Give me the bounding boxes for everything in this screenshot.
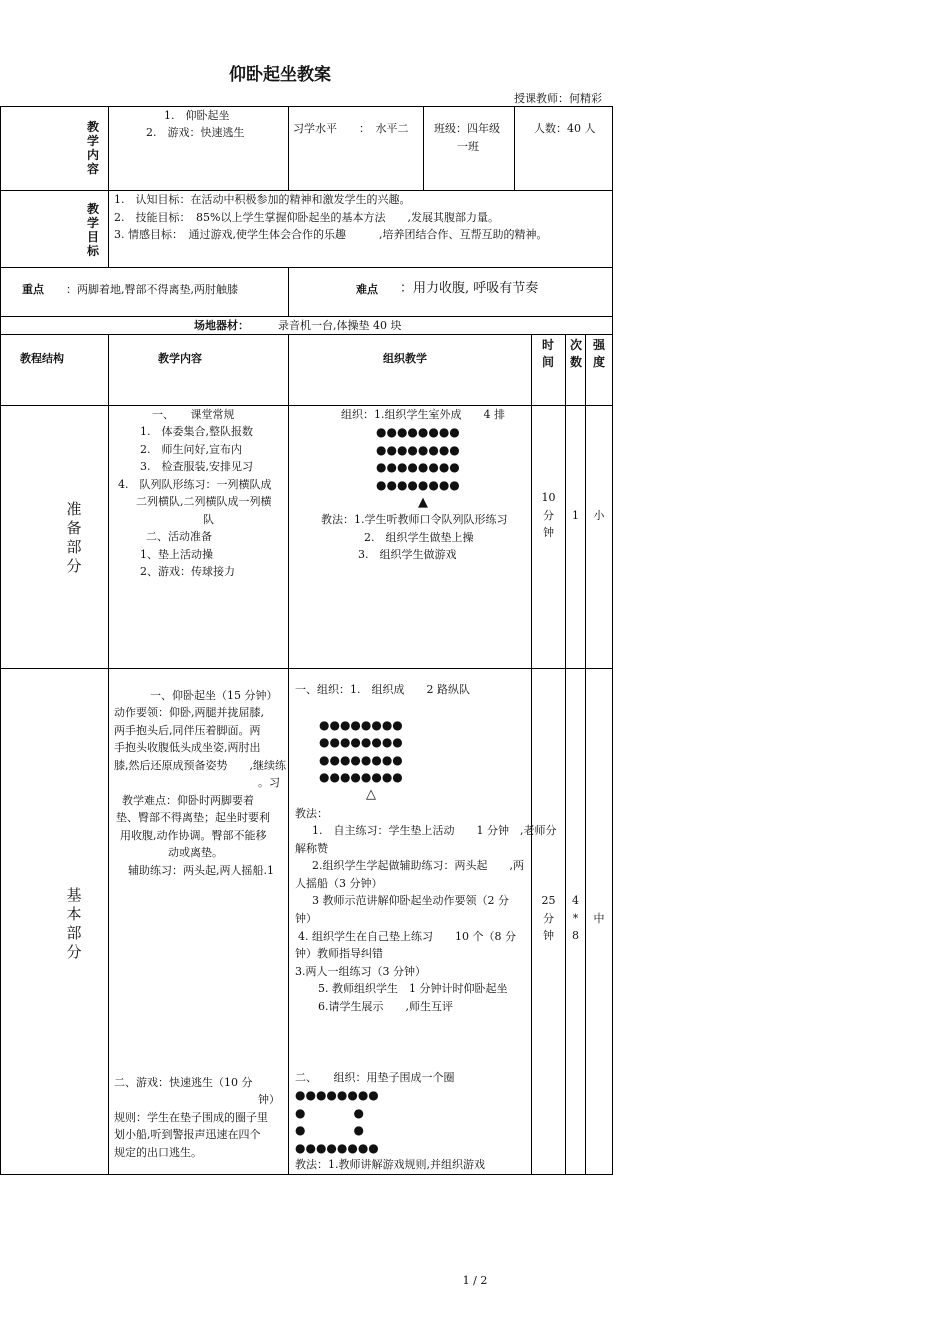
formation-row: ●●●●●●●● — [376, 478, 460, 492]
basic-line: 动或离垫。 — [168, 846, 223, 859]
basic-org-line: 教法： — [295, 807, 328, 820]
prep-line: 二列横队,二列横队成一列横 — [136, 495, 272, 508]
basic-line: 动作要领：仰卧,两腿并拢屈膝, — [114, 706, 264, 719]
header-content: 教学内容 — [158, 352, 202, 365]
prep-line: 队 — [203, 513, 214, 526]
game-method: 教法：1.教师讲解游戏规则,并组织游戏 — [295, 1158, 485, 1171]
formation-row: ●●●●●●●● — [319, 718, 403, 732]
key-point-label: 重点 — [22, 283, 44, 296]
game-org-title: 二、 组织：用垫子围成一个圈 — [295, 1071, 455, 1084]
prep-line: 4. 队列队形练习：一列横队成 — [118, 478, 272, 491]
game-line: 二、游戏：快速逃生（10 分 — [114, 1076, 253, 1089]
basic-line: 垫、臀部不得离垫；起坐时要利 — [116, 811, 270, 824]
class-info-2: 一班 — [457, 140, 479, 153]
basic-count: 4 * 8 — [572, 894, 579, 942]
basic-line: 辅助练习：两头起,两人摇船.1 — [128, 864, 274, 877]
header-structure: 教程结构 — [20, 352, 64, 365]
prep-org-line: 3. 组织学生做游戏 — [358, 548, 457, 561]
prep-org-line: 教法：1.学生听教师口令队列队形练习 — [321, 513, 508, 526]
basic-org-line: 钟）教师指导纠错 — [295, 947, 383, 960]
header-count: 次数 — [569, 338, 582, 369]
header-time: 时间 — [541, 338, 554, 369]
student-count: 人数：40 人 — [534, 122, 596, 135]
basic-org-line: 3.两人一组练习（3 分钟） — [295, 965, 426, 978]
basic-org-title: 一、组织：1. 组织成 2 路纵队 — [295, 683, 470, 696]
basic-org-line: 3 教师示范讲解仰卧起坐动作要领（2 分 — [312, 894, 509, 907]
difficulty-text: ：用力收腹, 呼吸有节奏 — [400, 281, 539, 296]
teacher-marker-icon: ▲ — [418, 495, 428, 510]
basic-org-line: 人摇船（3 分钟） — [295, 877, 383, 890]
level-info: 习学水平 ： 水平二 — [293, 122, 409, 135]
teacher-marker-icon: △ — [366, 787, 376, 802]
basic-org-line: 1. 自主练习：学生垫上活动 1 分钟 ,老师分 — [312, 824, 557, 837]
basic-org-line: 4. 组织学生在自己垫上练习 10 个（8 分 — [298, 930, 516, 943]
difficulty-label: 难点 — [356, 283, 378, 296]
formation-row: ●●●●●●●● — [376, 443, 460, 457]
page-title: 仰卧起坐教案 — [229, 65, 331, 85]
prep-line: 1. 体委集合,整队报数 — [140, 425, 253, 438]
page-number: 1 / 2 — [462, 1274, 488, 1287]
game-line: 规定的出口逃生。 — [114, 1146, 202, 1159]
venue-label: 场地器材： — [194, 319, 249, 332]
basic-line: 教学难点：仰卧时两脚要着 — [122, 794, 254, 807]
prep-org-line: 2. 组织学生做垫上操 — [364, 531, 474, 544]
prep-intensity: 小 — [593, 509, 605, 522]
basic-label: 基本部分 — [66, 886, 82, 961]
goals-label: 教学目标 — [86, 202, 99, 258]
content-label: 教学内容 — [86, 120, 99, 176]
formation-row: ●●●●●●●● — [319, 735, 403, 749]
prep-line: 二、活动准备 — [146, 530, 212, 543]
formation-row: ●●●●●●●● — [376, 425, 460, 439]
basic-line: 手抱头收腹低头成坐姿,两肘出 — [114, 741, 261, 754]
prep-line: 1、垫上活动操 — [140, 548, 213, 561]
prep-org-title: 组织：1.组织学生室外成 4 排 — [341, 408, 505, 421]
game-line: 划小船,听到警报声迅速在四个 — [114, 1128, 261, 1141]
basic-intensity: 中 — [593, 912, 605, 925]
venue-text: 录音机一台,体操垫 40 块 — [278, 319, 402, 332]
prep-line: 2. 师生问好,宣布内 — [140, 443, 242, 456]
header-org: 组织教学 — [383, 352, 427, 365]
goal-emotion: 3. 情感目标： 通过游戏,使学生体会合作的乐趣 ,培养团结合作、互帮互助的精神。 — [114, 228, 548, 241]
formation-row: ●●●●●●●● — [319, 753, 403, 767]
basic-org-line: 5. 教师组织学生 1 分钟计时仰卧起坐 — [318, 982, 508, 995]
basic-line: 一、仰卧起坐（15 分钟） — [150, 689, 278, 702]
basic-org-line: 解称赞 — [295, 842, 328, 855]
game-line: 钟） — [258, 1093, 280, 1106]
class-info: 班级：四年级 — [434, 122, 500, 135]
prep-count: 1 — [572, 509, 579, 522]
game-circle-row: ● ● — [295, 1106, 364, 1120]
basic-line: 两手抱头后,同伴压着脚面。两 — [114, 724, 261, 737]
basic-org-line: 钟） — [295, 912, 317, 925]
prep-line: 2、游戏：传球接力 — [140, 565, 235, 578]
basic-line: 膝,然后还原成预备姿势 ,继续练 — [114, 759, 286, 772]
basic-org-line: 6.请学生展示 ,师生互评 — [318, 1000, 453, 1013]
key-point-text: ：两脚着地,臀部不得离垫,两肘触膝 — [66, 283, 238, 296]
goal-skill: 2. 技能目标： 85%以上学生掌握仰卧起坐的基本方法 ,发展其腹部力量。 — [114, 211, 499, 224]
goal-cognitive: 1. 认知目标：在活动中积极参加的精神和激发学生的兴趣。 — [114, 193, 411, 206]
content-item-2: 2. 游戏：快速逃生 — [146, 126, 245, 139]
prep-line: 一、 课堂常规 — [152, 408, 235, 421]
basic-time: 25 分 钟 — [541, 894, 556, 942]
teacher-name: 授课教师：何精彩 — [514, 92, 602, 105]
basic-org-line: 2.组织学生学起做辅助练习：两头起 ,两 — [312, 859, 524, 872]
header-intensity: 强度 — [592, 338, 605, 369]
game-circle-row: ●●●●●●●● — [295, 1088, 379, 1102]
basic-line: 。习 — [258, 776, 280, 789]
prep-label: 准备部分 — [66, 500, 82, 575]
content-item-1: 1. 仰卧起坐 — [164, 109, 230, 122]
game-circle-row: ●●●●●●●● — [295, 1141, 379, 1155]
game-circle-row: ● ● — [295, 1123, 364, 1137]
prep-line: 3. 检查服装,安排见习 — [140, 460, 253, 473]
formation-row: ●●●●●●●● — [319, 770, 403, 784]
basic-line: 用收腹,动作协调。臀部不能移 — [120, 829, 267, 842]
game-line: 规则：学生在垫子围成的圈子里 — [114, 1111, 268, 1124]
prep-time: 10 分 钟 — [541, 491, 556, 539]
formation-row: ●●●●●●●● — [376, 460, 460, 474]
